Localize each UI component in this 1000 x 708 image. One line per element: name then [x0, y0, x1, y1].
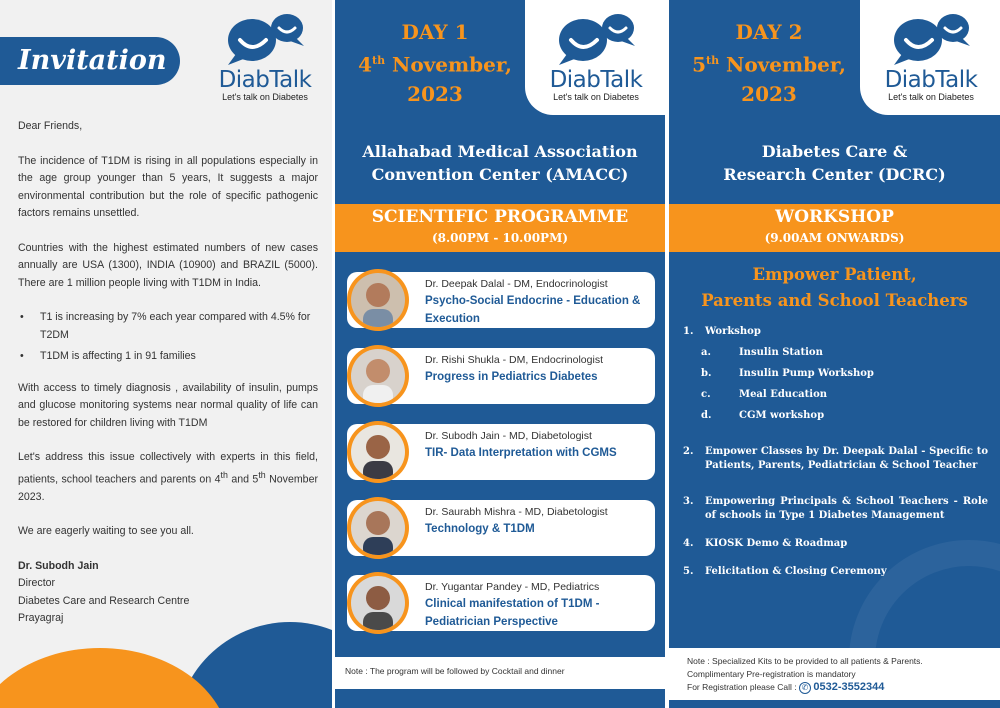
speaker-name: Dr. Yugantar Pandey - MD, Pediatrics	[425, 581, 600, 593]
workshop-agenda	[683, 325, 988, 579]
stats-list	[18, 309, 318, 366]
agenda-item: 4. KIOSK Demo & Roadmap	[683, 538, 848, 549]
logo-name: DiabTalk	[884, 67, 978, 93]
registration-phone[interactable]: 0532-3552344	[813, 681, 885, 693]
day2-logo-box	[860, 0, 1000, 115]
signer-title: Director	[18, 577, 56, 590]
signer-name: Dr. Subodh Jain	[18, 559, 99, 572]
agenda-item: 2. Empower Classes by Dr. Deepak Dalal - Specific to Patients, Parents, Pediatrician & School Teacher	[683, 446, 988, 471]
bottom-strip	[669, 700, 1000, 708]
talk-card	[347, 272, 655, 328]
programme-title: SCIENTIFIC PROGRAMME	[371, 207, 629, 227]
diabtalk-logo	[866, 10, 996, 110]
signature-block	[18, 558, 318, 628]
paragraph-access: With access to timely diagnosis , availability of insulin, pumps and glucose monitoring systems near normal quality of life can be restored for children living with T1DM	[18, 381, 318, 429]
programme-time: (8.00PM - 10.00PM)	[431, 231, 569, 245]
diabtalk-logo	[200, 10, 330, 110]
workshop-title: WORKSHOP	[775, 207, 894, 227]
stat-bullet: • T1 is increasing by 7% each year compared with 4.5% for T2DM	[18, 309, 318, 344]
day1-note: Note : The program will be followed by Cocktail and dinner	[335, 657, 665, 689]
invitation-panel	[0, 0, 332, 708]
speaker-name: Dr. Saurabh Mishra - MD, Diabetologist	[425, 506, 608, 518]
logo-tagline: Let's talk on Diabetes	[888, 92, 974, 102]
day1-logo-box	[525, 0, 665, 115]
day2-year: 2023	[741, 81, 797, 106]
paragraph-incidence: The incidence of T1DM is rising in all populations especially in the age group younger than 5 years, It suggests a major environmental contribution but the role of specific pathogenic factors remains unsettled.	[18, 154, 318, 219]
speech-bubbles-icon	[884, 10, 979, 66]
speaker-avatar-icon	[351, 501, 405, 555]
speaker-photo	[347, 421, 409, 483]
phone-icon: ✆	[799, 682, 811, 694]
day2-notes	[669, 648, 1000, 700]
speaker-name: Dr. Subodh Jain - MD, Diabetologist	[425, 430, 592, 442]
speaker-name: Dr. Deepak Dalal - DM, Endocrinologist	[425, 278, 608, 290]
talk-title: Technology & T1DM	[425, 523, 535, 535]
speaker-photo	[347, 269, 409, 331]
speaker-photo	[347, 572, 409, 634]
invitation-title: Invitation	[0, 37, 180, 85]
talk-title: Progress in Pediatrics Diabetes	[425, 371, 598, 383]
talk-card	[347, 575, 655, 631]
note-registration: Complimentary Pre-registration is mandatory	[687, 669, 856, 679]
workshop-time: (9.00AM ONWARDS)	[764, 231, 905, 245]
invitation-letter	[18, 118, 318, 628]
speaker-photo	[347, 497, 409, 559]
day1-panel	[335, 0, 665, 708]
agenda-subitem: d. CGM workshop	[701, 410, 825, 421]
logo-name: DiabTalk	[549, 67, 643, 93]
workshop-headline: Empower Patient, Parents and School Teachers	[701, 265, 968, 310]
stat-bullet: • T1DM is affecting 1 in 91 families	[18, 348, 318, 366]
speech-bubbles-icon	[218, 10, 313, 66]
paragraph-address: Let's address this issue collectively with experts in this field, patients, school teachers and parents on 4th and 5th November 2023.	[18, 451, 318, 503]
logo-tagline: Let's talk on Diabetes	[553, 92, 639, 102]
diabtalk-logo	[531, 10, 661, 110]
speech-bubbles-icon	[549, 10, 644, 66]
talk-card	[347, 348, 655, 404]
bottom-strip	[335, 700, 665, 708]
note-kits: Note : Specialized Kits to be provided to all patients & Parents.	[687, 656, 923, 666]
speaker-photo	[347, 345, 409, 407]
agenda-subitem: a. Insulin Station	[701, 347, 823, 358]
talk-card	[347, 424, 655, 480]
day2-venue: Diabetes Care & Research Center (DCRC)	[723, 142, 946, 184]
talk-title: Clinical manifestation of T1DM - Pediatrician Perspective	[425, 598, 600, 628]
day2-panel	[669, 0, 1000, 708]
speaker-avatar-icon	[351, 273, 405, 327]
signer-org: Diabetes Care and Research Centre	[18, 594, 190, 607]
speaker-avatar-icon	[351, 349, 405, 403]
agenda-item: 1. Workshop	[683, 326, 761, 337]
day1-year: 2023	[407, 81, 463, 106]
agenda-subitem: c. Meal Education	[701, 389, 828, 400]
logo-tagline: Let's talk on Diabetes	[222, 92, 308, 102]
signer-city: Prayagraj	[18, 612, 64, 625]
day2-label: DAY 2	[735, 20, 803, 44]
day2-workshop-band	[669, 204, 1000, 252]
agenda-item: 3. Empowering Principals & School Teachers - Role of schools in Type 1 Diabetes Management	[683, 496, 988, 521]
agenda-item: 5. Felicitation & Closing Ceremony	[683, 566, 887, 577]
logo-name: DiabTalk	[218, 67, 312, 93]
day1-header	[335, 18, 535, 108]
agenda-subitem: b. Insulin Pump Workshop	[701, 368, 874, 379]
workshop-subitems	[683, 346, 988, 423]
day2-date: 5th November,	[692, 52, 846, 77]
paragraph-waiting: We are eagerly waiting to see you all.	[18, 525, 194, 538]
speaker-avatar-icon	[351, 576, 405, 630]
registration-call: For Registration please Call : ✆ 0532-3552344	[687, 681, 885, 693]
talk-title: TIR- Data Interpretation with CGMS	[425, 447, 617, 459]
day1-date: 4th November,	[358, 52, 512, 77]
day1-label: DAY 1	[401, 20, 469, 44]
paragraph-countries: Countries with the highest estimated numbers of new cases annually are USA (1300), INDIA (10900) and BRAZIL (5000). There are 1 million people living with T1DM in India.	[18, 241, 318, 289]
talk-title: Psycho-Social Endocrine - Education & Execution	[425, 295, 641, 325]
day2-header	[669, 18, 869, 108]
greeting: Dear Friends,	[18, 120, 83, 132]
day1-venue: Allahabad Medical Association Convention Center (AMACC)	[362, 142, 638, 184]
day1-programme-band	[335, 204, 665, 252]
talk-card	[347, 500, 655, 556]
speaker-name: Dr. Rishi Shukla - DM, Endocrinologist	[425, 354, 603, 366]
speaker-avatar-icon	[351, 425, 405, 479]
